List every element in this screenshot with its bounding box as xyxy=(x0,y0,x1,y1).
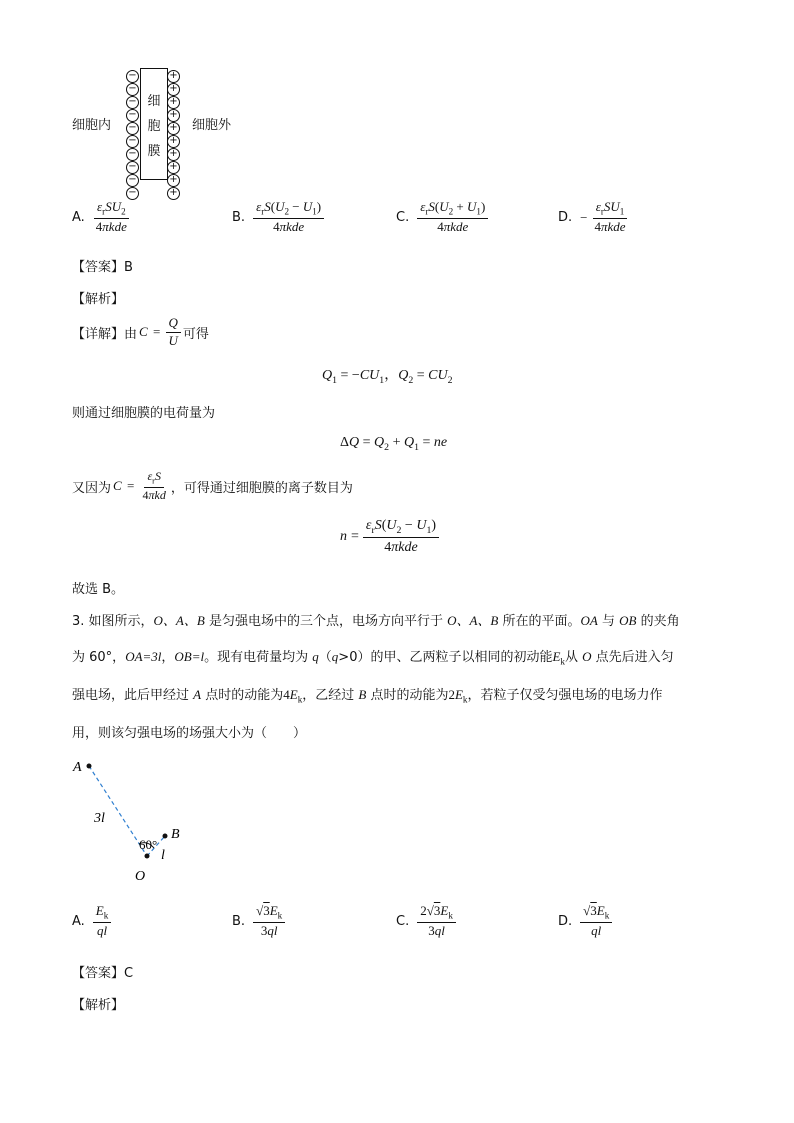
positive-charge: + xyxy=(167,187,180,200)
equals-sign: = xyxy=(149,324,164,340)
positive-charge: + xyxy=(167,122,180,135)
q3-option-a-letter: A. xyxy=(72,913,85,929)
q2-answer: 【答案】B xyxy=(72,260,133,275)
q3-option-c-formula: $\frac{2√3E_k}{3ql}$ xyxy=(417,904,456,940)
negative-charge: − xyxy=(126,122,139,135)
positive-charge: + xyxy=(167,96,180,109)
positive-charge: + xyxy=(167,174,180,187)
negative-charge: − xyxy=(126,70,139,83)
point-b xyxy=(163,834,168,839)
capacitance-formula: $\frac{\varepsilon_rS}{\text{4πkd}}$ xyxy=(142,469,166,503)
negative-charge: − xyxy=(126,148,139,161)
negative-charge: − xyxy=(126,161,139,174)
q2-option-c-letter: C. xyxy=(396,210,410,226)
q3-line-1: 3. 如图所示，O、A、B 是匀强电场中的三个点，电场方向平行于 O、A、B 所在的平面。OA 与 OB 的夹角 xyxy=(72,613,680,629)
q3-figure xyxy=(70,752,200,888)
delta-q-equation: $\Delta Q = Q_2 + Q_1$ = ne xyxy=(340,435,448,453)
negative-charge: − xyxy=(126,187,139,200)
q2-detail-line xyxy=(72,316,209,349)
detail-suffix: 可得 xyxy=(182,326,209,342)
n-equation: n = $\frac{\varepsilon_rS(U_2 - U_1)}{\text{4πkde}}$ xyxy=(340,518,439,556)
q2-option-d-formula: $\frac{\varepsilon_rSU_1}{\text{4πkde}}$ xyxy=(594,199,626,235)
q3-option-a[interactable] xyxy=(72,904,111,939)
label-o: O xyxy=(135,869,146,884)
q2-analysis-heading: 【解析】 xyxy=(72,292,125,307)
point-o xyxy=(145,854,150,859)
q3-option-c-letter: C. xyxy=(396,914,410,930)
q2-option-b-formula: $\frac{\varepsilon_rS(U_2 - U_1)}{\text{4πkde}}$ xyxy=(253,200,324,236)
minus-charges xyxy=(126,70,140,200)
q-over-u: $\frac{Q}{U}$ xyxy=(166,316,181,349)
q3-option-c[interactable] xyxy=(396,904,456,940)
membrane-char-2: 胞 xyxy=(147,118,161,134)
because-suffix: ，可得通过细胞膜的离子数目为 xyxy=(170,480,353,496)
plus-charges xyxy=(167,70,181,200)
q3-line-2: 为 60°，OA=3l，OB=l。现有电荷量均为 q（q>0）的甲、乙两粒子以相同的初动能$E_k$从 O 点先后进入匀 xyxy=(72,649,674,667)
cell-membrane-figure xyxy=(72,66,272,198)
q3-option-b[interactable] xyxy=(232,904,285,940)
q2-option-c-formula: $\frac{\varepsilon_rS(U_2 + U_1)}{\text{4πkde}}$ xyxy=(417,200,488,236)
negative-charge: − xyxy=(126,109,139,122)
q2-option-a-formula: $\frac{\varepsilon_rSU_2}{\text{4πkde}}$ xyxy=(95,199,127,235)
negative-charge: − xyxy=(126,83,139,96)
label-a: A xyxy=(73,760,82,775)
label-b: B xyxy=(171,827,180,842)
q2-option-a-letter: A. xyxy=(72,210,85,226)
q-equations: $Q_1 = -CU_1$，$Q_2 = CU_2$ xyxy=(322,367,453,386)
positive-charge: + xyxy=(167,135,180,148)
positive-charge: + xyxy=(167,70,180,83)
q2-option-b-letter: B. xyxy=(232,210,246,226)
because-prefix: 又因为 xyxy=(72,480,112,496)
positive-charge: + xyxy=(167,109,180,122)
membrane-char-3: 膜 xyxy=(147,143,161,159)
label-ob: l xyxy=(161,848,165,863)
detail-prefix: 【详解】由 xyxy=(72,326,138,342)
q3-option-b-formula: $\frac{√3E_k}{3ql}$ xyxy=(253,904,285,940)
minus-sign: − xyxy=(580,209,588,225)
label-angle: 60° xyxy=(139,837,158,852)
c-symbol-2: C xyxy=(113,478,122,494)
q2-option-d[interactable] xyxy=(558,200,629,236)
negative-charge: − xyxy=(126,135,139,148)
c-symbol: C xyxy=(139,324,148,340)
q3-line-4: 用，则该匀强电场的场强大小为（ ） xyxy=(72,726,307,741)
outside-label: 细胞外 xyxy=(192,118,232,133)
membrane-char-1: 细 xyxy=(147,93,161,109)
membrane-box xyxy=(140,68,168,180)
negative-charge: − xyxy=(126,96,139,109)
inside-label: 细胞内 xyxy=(72,118,112,133)
q2-option-a[interactable] xyxy=(72,200,130,236)
q3-line-3: 强电场，此后甲经过 A 点时的动能为$4E_k$，乙经过 B 点时的动能为$2E_k$，若粒子仅受匀强电场的电场力作 xyxy=(72,687,663,705)
q3-option-d[interactable] xyxy=(558,904,612,939)
plus-column xyxy=(167,70,181,200)
because-line: 又因为 C = $\frac{\varepsilon_rS}{\text{4πkd}}$ ，可得通过细胞膜的离子数目为 xyxy=(72,469,353,503)
q3-option-a-formula: $\frac{E_k}{ql}$ xyxy=(93,904,112,939)
q2-option-d-letter: D. xyxy=(558,210,573,226)
positive-charge: + xyxy=(167,83,180,96)
q3-analysis-heading: 【解析】 xyxy=(72,998,125,1013)
q2-option-c[interactable] xyxy=(396,200,488,236)
eq-separator: ， xyxy=(384,367,399,383)
charge-sentence: 则通过细胞膜的电荷量为 xyxy=(72,406,216,421)
q3-option-d-letter: D. xyxy=(558,913,573,929)
negative-charge: − xyxy=(126,174,139,187)
q3-option-b-letter: B. xyxy=(232,914,246,930)
q3-answer: 【答案】C xyxy=(72,966,134,981)
positive-charge: + xyxy=(167,148,180,161)
minus-column xyxy=(126,70,140,200)
label-oa: 3l xyxy=(94,811,105,826)
q2-option-b[interactable] xyxy=(232,200,324,236)
q2-conclusion: 故选 B。 xyxy=(72,582,125,597)
point-a xyxy=(87,764,92,769)
q3-option-d-formula: $\frac{√3E_k}{ql}$ xyxy=(580,904,612,939)
positive-charge: + xyxy=(167,161,180,174)
